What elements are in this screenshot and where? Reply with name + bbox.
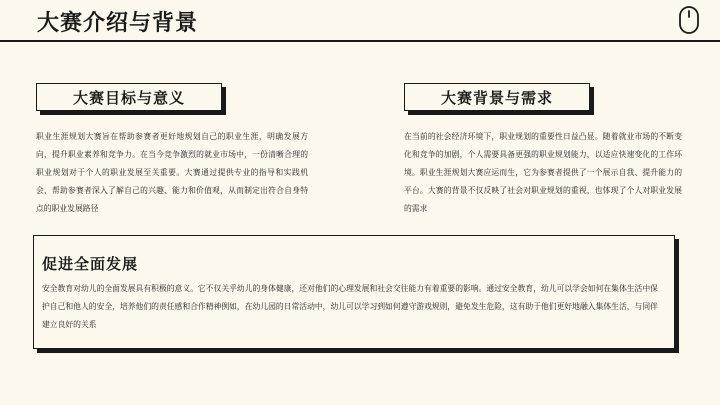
background-paragraph: 在当前的社会经济环境下，职业规划的重要性日益凸显。随着就业市场的不断变化和竞争的加剧，个人需要具备更强的职业规划能力，以适应快速变化的工作环境。职业生涯规划大赛应运而生，它为参赛者提供了一个展示自我、提升能力的平台。大赛的背景不仅反映了社会对职业规划的重视，也体现了个人对职业发展的需求 xyxy=(404,132,682,213)
section-heading-goals xyxy=(36,83,222,111)
development-card xyxy=(33,235,675,349)
section-heading-goals-label: 大赛目标与意义 xyxy=(72,88,185,107)
section-heading-background xyxy=(404,83,590,111)
page-title: 大赛介绍与背景 xyxy=(37,11,199,36)
card-paragraph: 安全教育对幼儿的全面发展具有积极的意义。它不仅关乎幼儿的身体健康，还对他们的心理发展和社会交往能力有着重要的影响。通过安全教育，幼儿可以学会如何在集体生活中保护自己和他人的安全，培养他们的责任感和合作精神例如，在幼儿园的日常活动中，幼儿可以学习到如何遵守游戏规则，避免发生危险，这有助于他们更好地融入集体生活，与同伴建立良好的关系 xyxy=(42,284,658,329)
section-heading-background-label: 大赛背景与需求 xyxy=(440,88,553,107)
goals-paragraph: 职业生涯规划大赛旨在帮助参赛者更好地规划自己的职业生涯，明确发展方向，提升职业素养和竞争力。在当今竞争激烈的就业市场中，一份清晰合理的职业规划对于个人的职业发展至关重要。大赛通过提供专业的指导和实践机会，帮助参赛者深入了解自己的兴趣、能力和价值观，从而制定出符合自身特点的职业发展路径 xyxy=(36,132,308,213)
card-title: 促进全面发展 xyxy=(42,255,139,273)
mouse-icon xyxy=(678,5,700,35)
header-bar xyxy=(0,0,720,42)
